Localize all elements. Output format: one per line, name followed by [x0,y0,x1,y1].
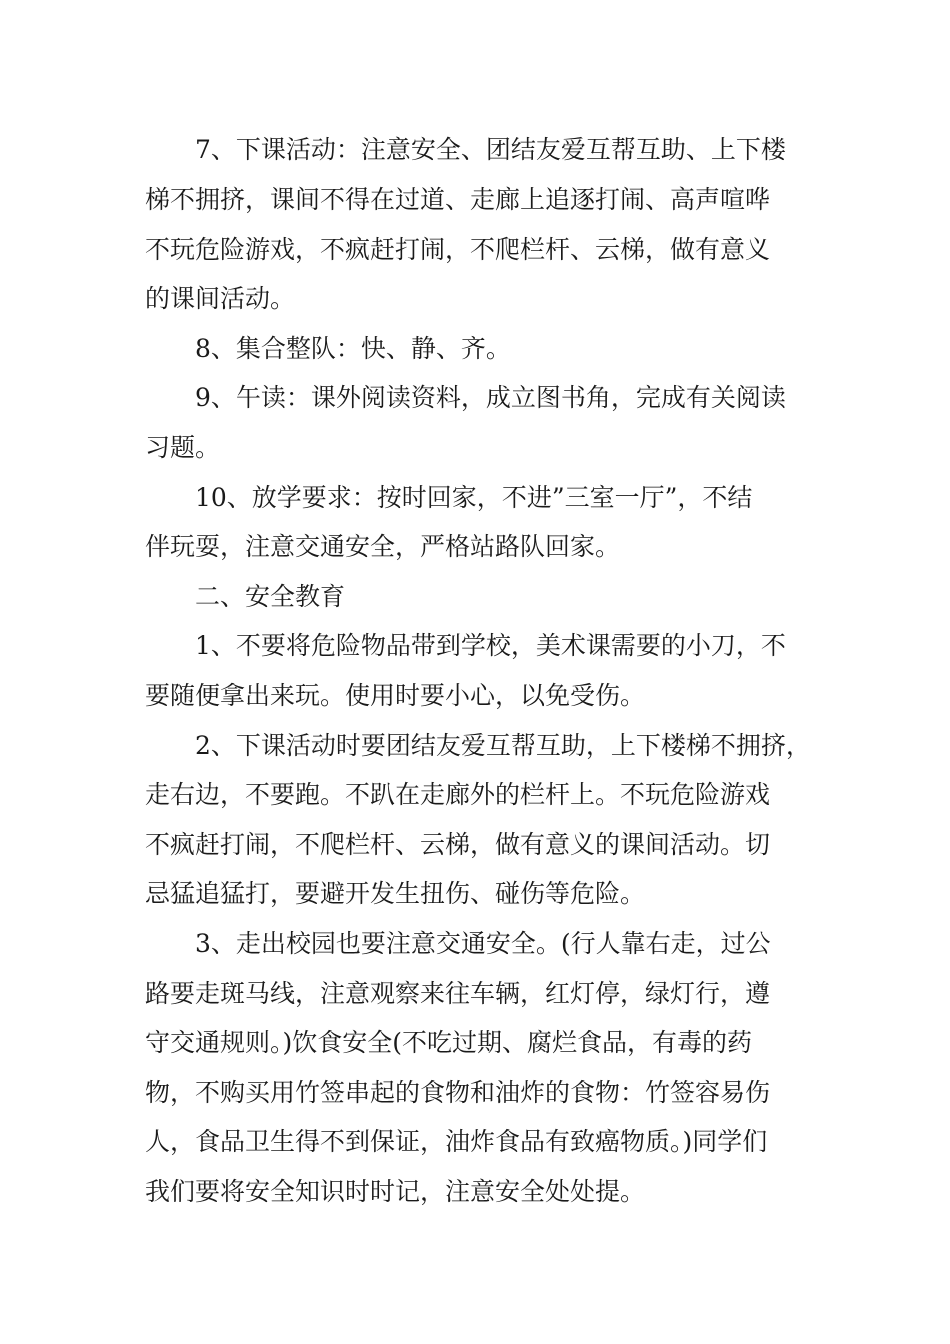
text-line: 人，食品卫生得不到保证，油炸食品有致癌物质。)同学们 [145,1127,768,1156]
text-line: 我们要将安全知识时时记，注意安全处处提。 [145,1177,646,1206]
text-line: 的课间活动。 [145,284,296,313]
text-line: 路要走斑马线，注意观察来往车辆，红灯停，绿灯行，遵 [145,979,771,1008]
text-line: 要随便拿出来玩。使用时要小心，以免受伤。 [145,681,646,710]
text-line: 7、下课活动：注意安全、团结友爱互帮互助、上下楼 [195,135,786,164]
text-line: 9、午读：课外阅读资料，成立图书角，完成有关阅读 [195,383,786,412]
text-line: 物，不购买用竹签串起的食物和油炸的食物：竹签容易伤 [145,1078,771,1107]
text-line: 1、不要将危险物品带到学校，美术课需要的小刀，不 [195,631,786,660]
text-line: 8、集合整队：快、静、齐。 [195,334,511,363]
text-line: 3、走出校园也要注意交通安全。(行人靠右走，过公 [195,929,771,958]
text-line: 梯不拥挤，课间不得在过道、走廊上追逐打闹、高声喧哗 [145,185,771,214]
text-line: 10、放学要求：按时回家，不进”三室一厅”，不结 [195,483,753,512]
text-line: 走右边，不要跑。不趴在走廊外的栏杆上。不玩危险游戏 [145,780,771,809]
text-line: 忌猛追猛打，要避开发生扭伤、碰伤等危险。 [145,879,646,908]
text-line: 2、下课活动时要团结友爱互帮互助，上下楼梯不拥挤， [195,731,811,760]
section-heading: 二、安全教育 [195,582,346,611]
text-line: 不玩危险游戏，不疯赶打闹，不爬栏杆、云梯，做有意义 [145,235,771,264]
text-line: 伴玩耍，注意交通安全，严格站路队回家。 [145,532,621,561]
text-line: 不疯赶打闹，不爬栏杆、云梯，做有意义的课间活动。切 [145,830,771,859]
text-line: 守交通规则。)饮食安全(不吃过期、腐烂食品，有毒的药 [145,1028,753,1057]
text-line: 习题。 [145,433,221,462]
